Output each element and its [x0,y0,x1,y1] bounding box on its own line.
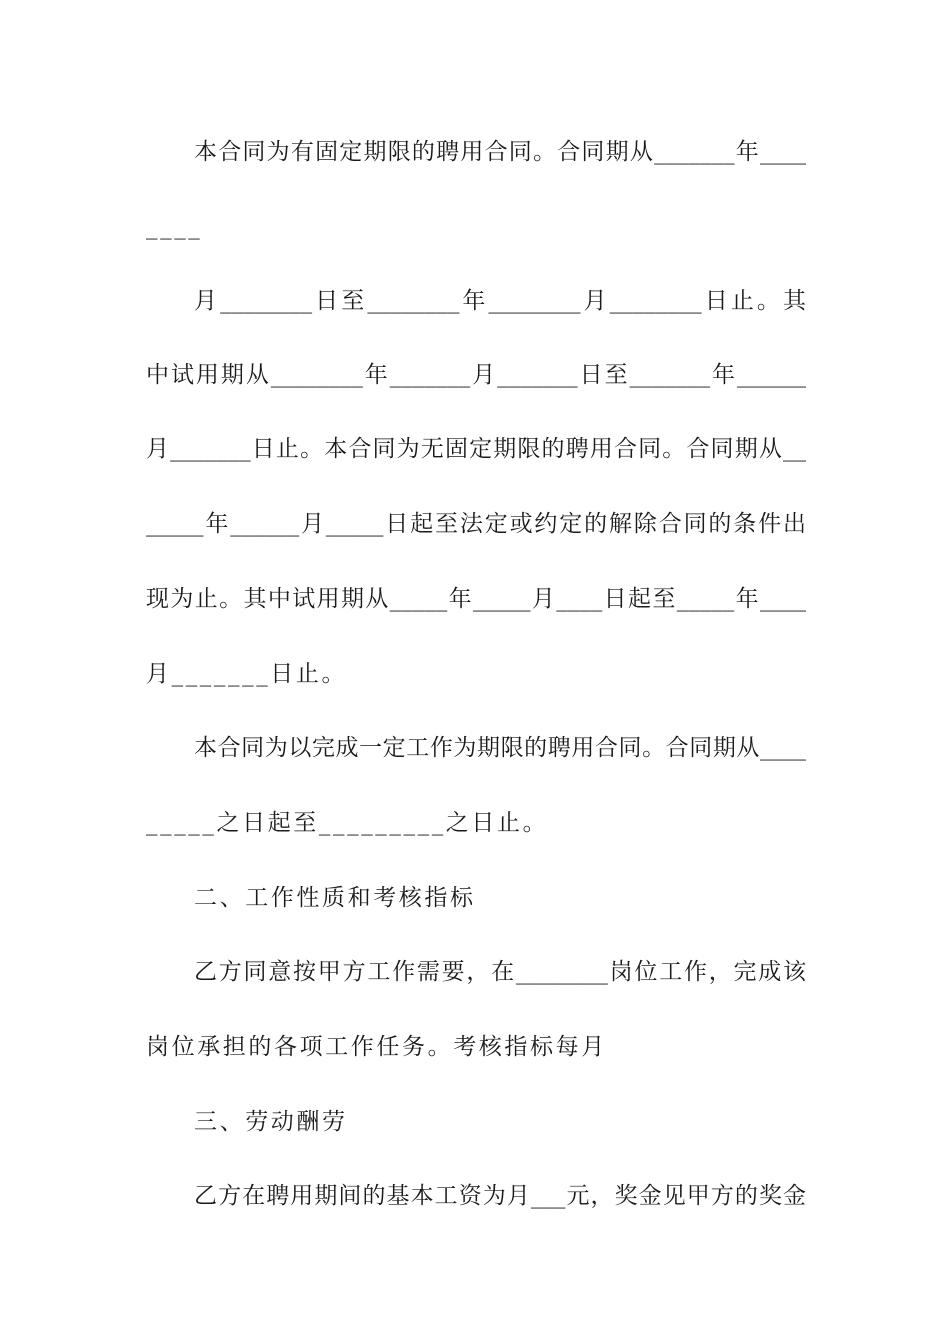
paragraph-line-2: ____ [146,214,203,240]
paragraph-line-13: 岗位承担的各项工作任务。考核指标每月 [146,1034,607,1060]
paragraph-line-6: _____年______月_____日起至法定或约定的解除合同的条件出 [146,511,806,537]
section-heading-2: 二、工作性质和考核指标 [194,885,476,911]
paragraph-line-4: 中试用期从________年_______月_______日至_______年______ [146,362,806,388]
paragraph-line-5: 月_______日止。本合同为无固定期限的聘用合同。合同期从__ [146,436,806,462]
paragraph-line-15: 乙方在聘用期间的基本工资为月___元，奖金见甲方的奖金 [194,1183,806,1209]
paragraph-line-12: 乙方同意按甲方工作需要，在________岗位工作，完成该 [194,959,806,985]
paragraph-line-8: 月_______日止。 [146,661,348,687]
paragraph-line-7: 现为止。其中试用期从_____年_____月____日起至_____年____ [146,586,806,612]
paragraph-line-9: 本合同为以完成一定工作为期限的聘用合同。合同期从____ [194,735,806,761]
paragraph-line-3: 月________日至________年________月________日止。其 [194,288,806,314]
paragraph-line-10: _____之日起至_________之日止。 [146,810,549,836]
paragraph-line-1: 本合同为有固定期限的聘用合同。合同期从_______年____ [194,139,806,165]
section-heading-3: 三、劳动酬劳 [194,1109,348,1135]
